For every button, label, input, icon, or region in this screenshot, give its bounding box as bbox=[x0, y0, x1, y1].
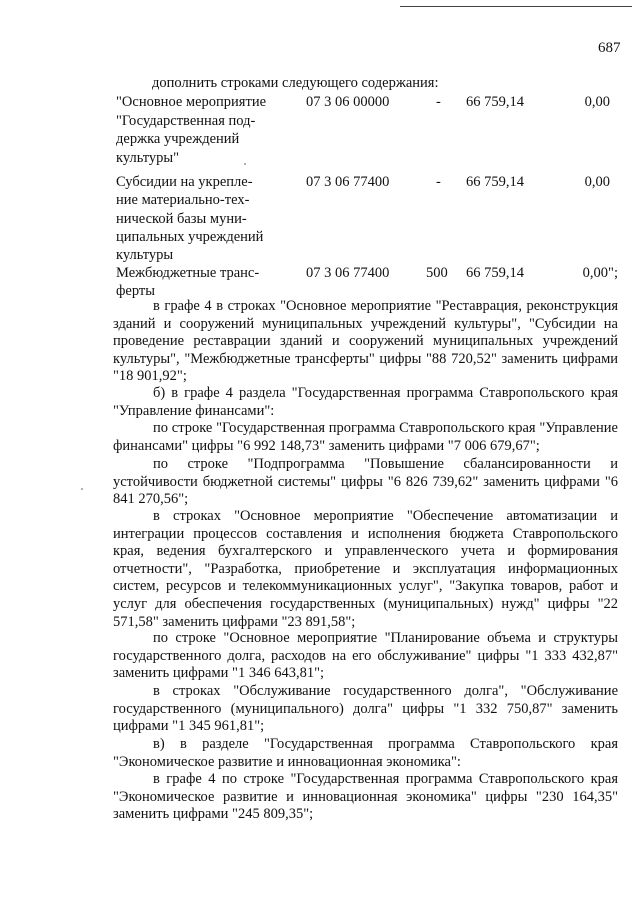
row-name-line: ние материально-тех- bbox=[116, 192, 250, 208]
row-amount2: 0,00 bbox=[584, 174, 610, 190]
row-kvr: 500 bbox=[426, 265, 448, 281]
row-name-line: ципальных учреждений bbox=[116, 229, 264, 245]
row-amount: 66 759,14 bbox=[466, 94, 524, 110]
paragraph: в) в разделе "Государственная программа Ставропольского края "Экономическое развитие и инновационная экономика": bbox=[113, 736, 618, 770]
row-name-line: культуры bbox=[116, 247, 174, 263]
paragraph: по строке "Государственная программа Ставропольского края "Управление финансами" цифры "6 992 148,73" заменить цифрами "7 006 679,67"; bbox=[113, 420, 618, 454]
paragraph: по строке "Подпрограмма "Повышение сбалансированности и устойчивости бюджетной системы" цифры "6 826 739,62" заменить цифрами "6 841 270,56"; bbox=[113, 456, 618, 508]
row-name-line: нической базы муни- bbox=[116, 211, 247, 227]
row-code: 07 3 06 77400 bbox=[306, 174, 390, 190]
row-name-line: Межбюджетные транс- bbox=[116, 265, 260, 281]
row-amount: 66 759,14 bbox=[466, 174, 524, 190]
intro-line: дополнить строками следующего содержания: bbox=[152, 75, 439, 91]
row-amount2: 0,00"; bbox=[582, 265, 618, 281]
paragraph: в графе 4 в строках "Основное мероприятие "Реставрация, реконструкция зданий и сооружений муниципальных учреждений культуры", "Субсидии на проведение реставрации зданий и сооружений муниципальных учреждений культуры", "Межбюджетные трансферты" цифры "88 720,52" заменить цифрами "18 901,92"; bbox=[113, 298, 618, 385]
row-code: 07 3 06 00000 bbox=[306, 94, 390, 110]
paragraph: в графе 4 по строке "Государственная программа Ставропольского края "Экономическое развитие и инновационная экономика" цифры "230 164,35" заменить цифрами "245 809,35"; bbox=[113, 771, 618, 823]
paragraph: в строках "Основное мероприятие "Обеспечение автоматизации и интеграции процессов составления и исполнения бюджета Ставропольского края, ведения бухгалтерского и управленческого учета и формирования отчетности", "Разработка, приобретение и эксплуатация информационных систем, ресурсов и телекоммуникационных услуг", "Закупка товаров, работ и услуг для обеспечения государственных (муниципальных) нужд" цифры "22 571,58" заменить цифрами "23 891,58"; bbox=[113, 508, 618, 630]
scan-speck bbox=[244, 163, 246, 165]
paragraph: в строках "Обслуживание государственного долга", "Обслуживание государственного (муниципального) долга" цифры "1 332 750,87" заменить цифрами "1 345 961,81"; bbox=[113, 683, 618, 735]
row-name-line: культуры" bbox=[116, 150, 180, 166]
row-code: 07 3 06 77400 bbox=[306, 265, 390, 281]
row-kvr: - bbox=[436, 94, 441, 110]
row-name-line: "Основное мероприятие bbox=[116, 94, 267, 110]
top-rule bbox=[400, 6, 632, 7]
row-name-line: ферты bbox=[116, 283, 155, 299]
page-number: 687 bbox=[598, 40, 621, 56]
scan-speck bbox=[81, 488, 83, 490]
row-name-line: держка учреждений bbox=[116, 131, 240, 147]
paragraph: по строке "Основное мероприятие "Планирование объема и структуры государственного долга, расходов на его обслуживание" цифры "1 333 432,87" заменить цифрами "1 346 643,81"; bbox=[113, 630, 618, 682]
row-name-line: "Государственная под- bbox=[116, 113, 256, 129]
paragraph: б) в графе 4 раздела "Государственная программа Ставропольского края "Управление финансами": bbox=[113, 385, 618, 419]
row-amount: 66 759,14 bbox=[466, 265, 524, 281]
row-name-line: Субсидии на укрепле- bbox=[116, 174, 253, 190]
row-amount2: 0,00 bbox=[584, 94, 610, 110]
row-kvr: - bbox=[436, 174, 441, 190]
